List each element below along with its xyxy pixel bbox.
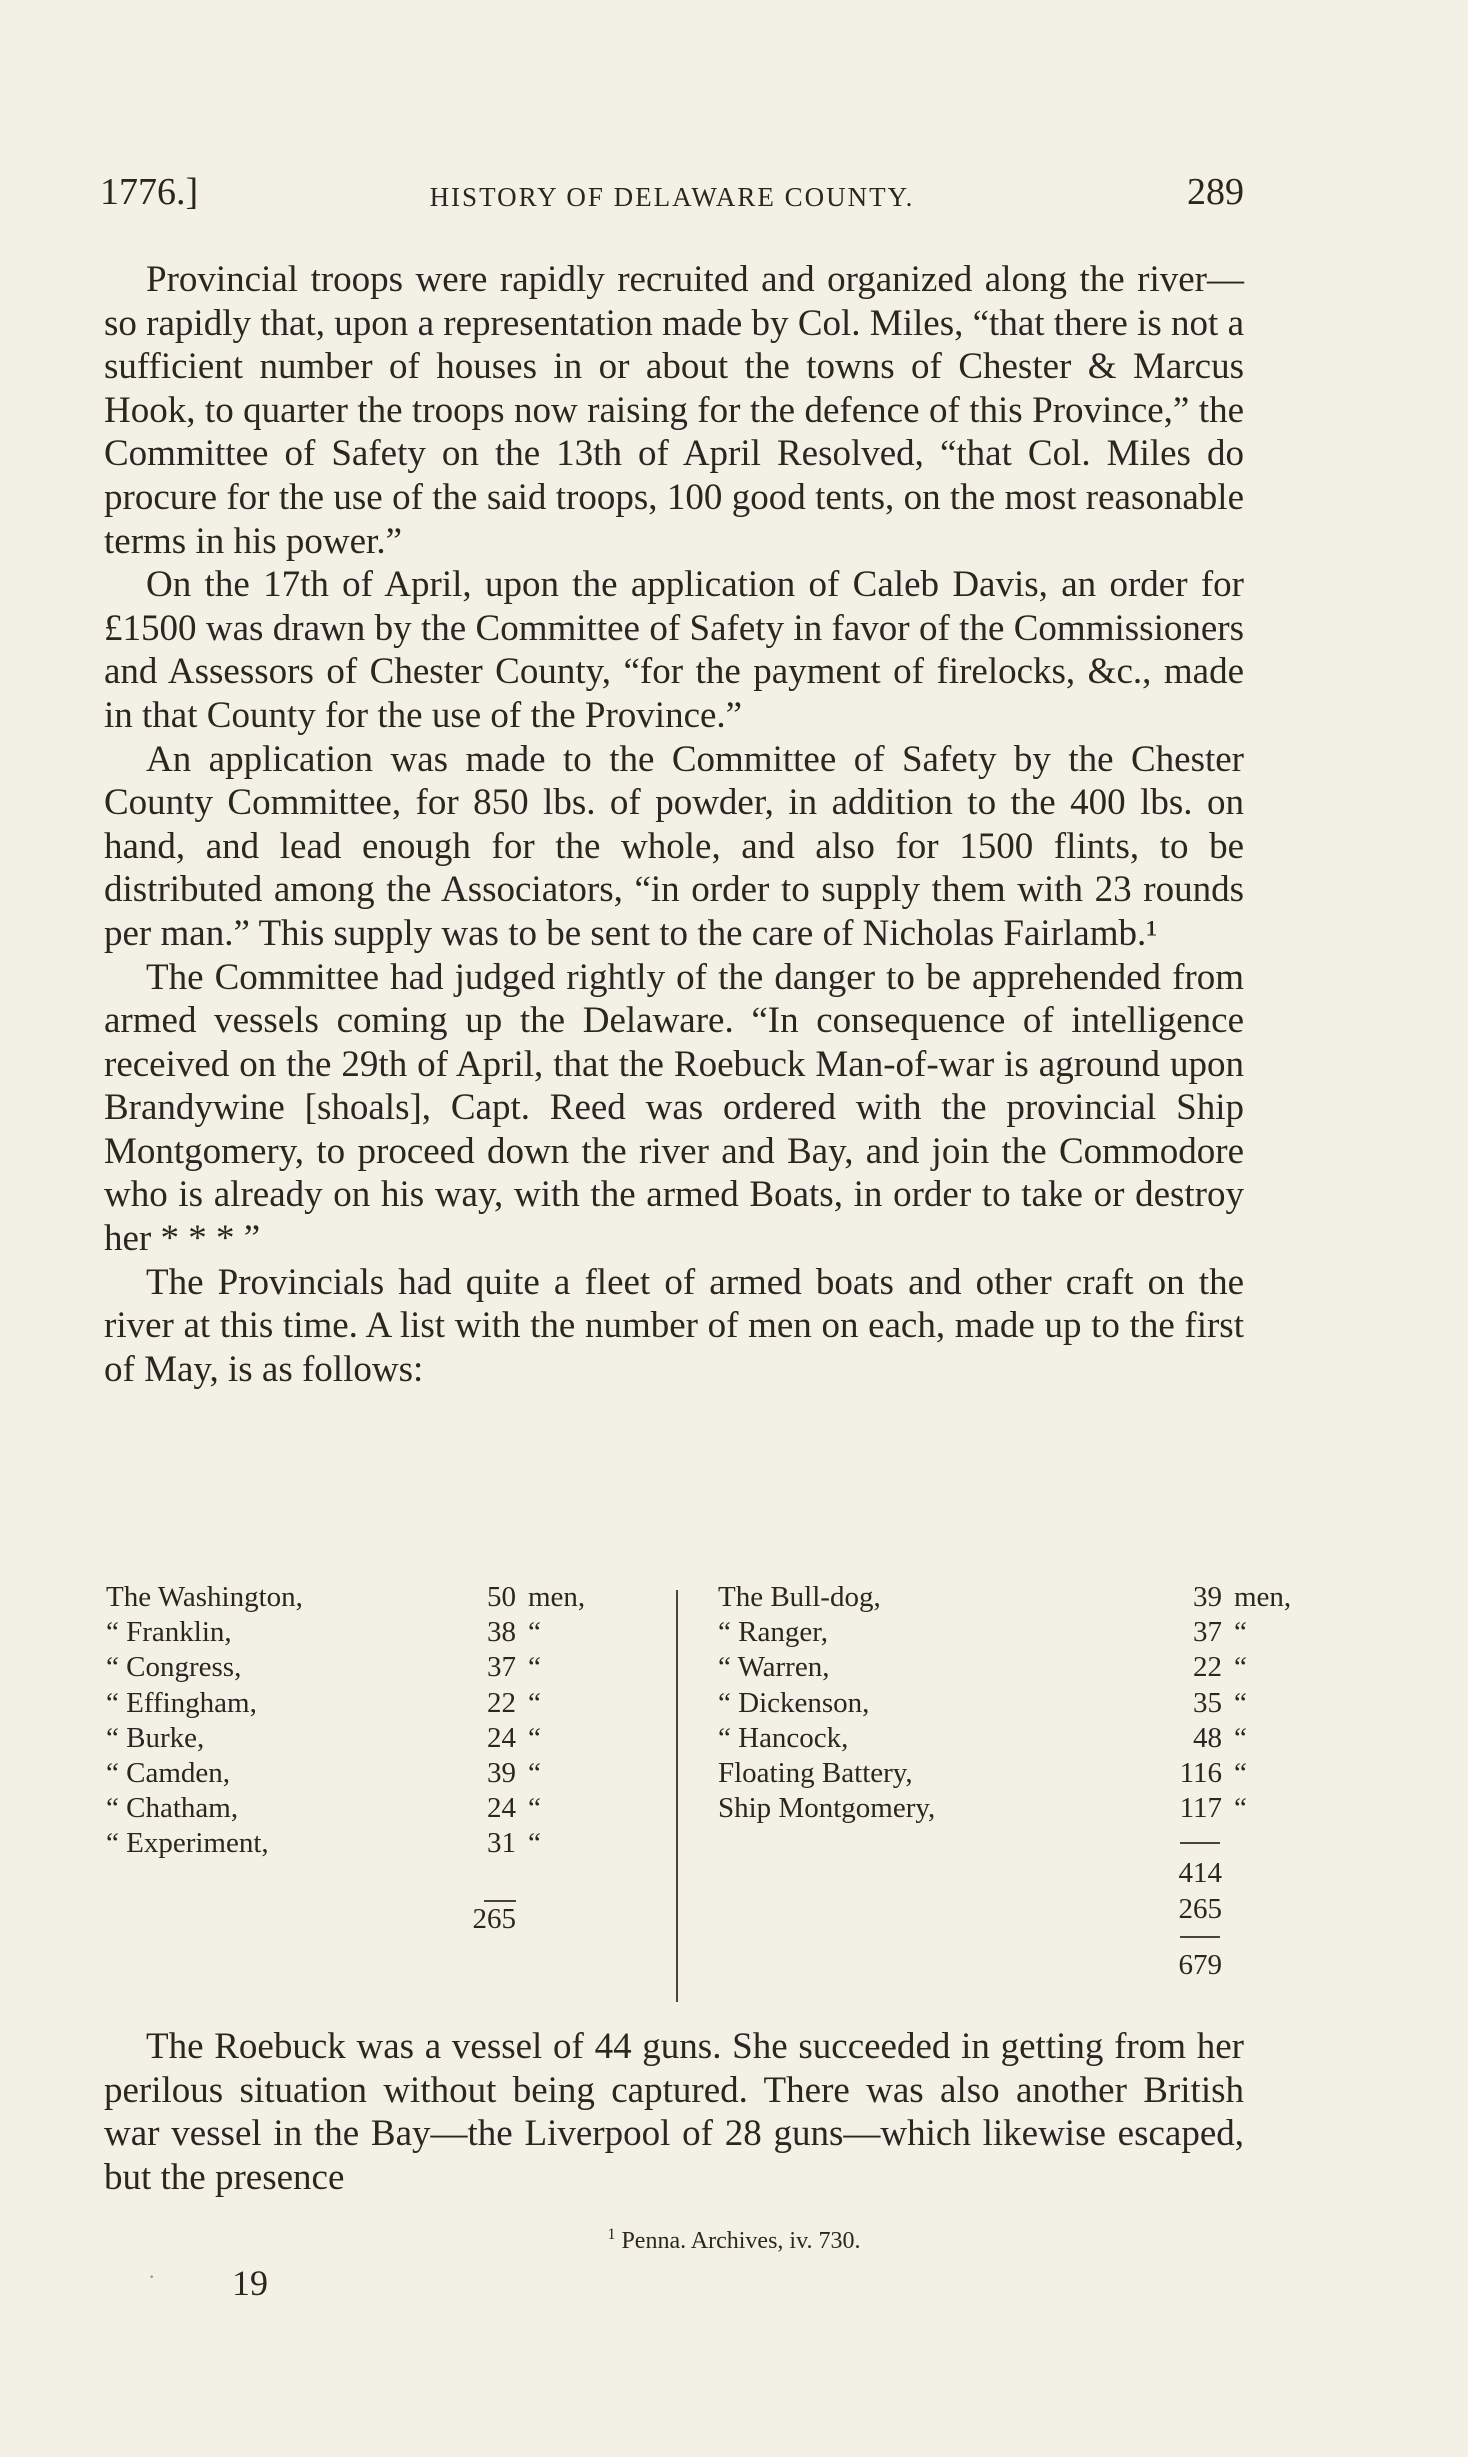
vessel-men: 39 xyxy=(487,1756,516,1789)
vessel-unit: “ xyxy=(528,1827,541,1860)
vessel-men: 22 xyxy=(1193,1651,1222,1684)
vessel-unit: “ xyxy=(1234,1792,1247,1825)
vessel-row xyxy=(718,1721,1318,1756)
footnote-marker: 1 xyxy=(607,2226,616,2243)
footnote-text: Penna. Archives, iv. 730. xyxy=(621,2228,861,2254)
vessel-row xyxy=(106,1686,654,1721)
signature-mark: 19 xyxy=(232,2263,268,2303)
vessel-name: “ Ranger, xyxy=(718,1616,828,1649)
vessel-name: “ Burke, xyxy=(106,1721,205,1754)
vessel-row xyxy=(106,1756,654,1791)
vessel-row xyxy=(106,1826,654,1861)
vessel-men: 37 xyxy=(1193,1616,1222,1649)
vessel-row xyxy=(718,1791,1318,1826)
vessel-name: The Bull-dog, xyxy=(718,1581,881,1613)
vessel-unit: “ xyxy=(1234,1651,1247,1684)
vessel-row xyxy=(718,1650,1318,1685)
footnote xyxy=(0,2226,1468,2255)
vessel-men: 22 xyxy=(487,1686,516,1719)
vessel-men: 24 xyxy=(487,1721,516,1754)
paragraph: The Provincials had quite a fleet of armed boats and other craft on the river at this time. A list with the number of men on each, made up to the first of May, is as follows: xyxy=(104,1261,1244,1390)
paragraph: Provincial troops were rapidly recruited and organized along the river—so rapidly that, upon a representation made by Col. Miles, “that there is not a sufficient number of houses in or about the towns of Chester & Marcus Hook, to quarter the troops now raising for the defence of this Province,” the Committee of Safety on the 13th of April Resolved, “that Col. Miles do procure for the use of the said troops, 100 good tents, on the most reasonable terms in his power.” xyxy=(104,259,1244,562)
printer-dot: · xyxy=(148,2264,156,2289)
vessel-name: “ Hancock, xyxy=(718,1721,849,1754)
vessel-name: Ship Montgomery, xyxy=(718,1792,936,1825)
vessel-row xyxy=(106,1580,654,1615)
vessel-unit: “ xyxy=(528,1721,541,1754)
vessel-column-right xyxy=(718,1580,1318,1981)
body-text xyxy=(104,258,1244,1391)
right-subtotal: 414 xyxy=(1178,1857,1222,1889)
vessel-row xyxy=(106,1650,654,1685)
vessel-unit: “ xyxy=(1234,1721,1247,1754)
carried-total: 265 xyxy=(1178,1893,1222,1925)
grand-total: 679 xyxy=(1178,1949,1222,1981)
vessel-unit: men, xyxy=(1234,1581,1292,1613)
vessel-name: “ Dickenson, xyxy=(718,1686,870,1719)
running-head-title: HISTORY OF DELAWARE COUNTY. xyxy=(429,182,915,212)
vessel-row xyxy=(718,1615,1318,1650)
vessel-name: “ Experiment, xyxy=(106,1827,269,1860)
vessel-men: 24 xyxy=(487,1792,516,1825)
vessel-row xyxy=(106,1615,654,1650)
column-divider xyxy=(676,1590,678,2002)
vessel-row xyxy=(106,1721,654,1756)
vessel-men: 35 xyxy=(1193,1686,1222,1719)
sum-rule xyxy=(1180,1936,1220,1938)
vessel-name: “ Franklin, xyxy=(106,1616,232,1649)
vessel-table xyxy=(106,1580,1292,2010)
vessel-row xyxy=(718,1686,1318,1721)
vessel-column-left xyxy=(106,1580,654,1935)
vessel-row xyxy=(718,1580,1318,1615)
vessel-unit: “ xyxy=(1234,1756,1247,1789)
vessel-name: “ Effingham, xyxy=(106,1686,257,1719)
vessel-men: 117 xyxy=(1179,1792,1222,1825)
vessel-unit: “ xyxy=(528,1792,541,1825)
left-total: 265 xyxy=(472,1903,516,1935)
vessel-row xyxy=(106,1791,654,1826)
vessel-men: 39 xyxy=(1193,1581,1222,1613)
running-head xyxy=(100,170,1244,220)
sum-rule xyxy=(1180,1842,1220,1844)
vessel-name: “ Warren, xyxy=(718,1651,830,1684)
vessel-men: 31 xyxy=(487,1827,516,1860)
vessel-unit: “ xyxy=(1234,1616,1247,1649)
paragraph: On the 17th of April, upon the application of Caleb Davis, an order for £1500 was drawn by the Committee of Safety in favor of the Commissioners and Assessors of Chester County, “for the payment of firelocks, &c., made in that County for the use of the Province.” xyxy=(104,564,1244,736)
vessel-unit: “ xyxy=(1234,1686,1247,1719)
vessel-name: “ Congress, xyxy=(106,1651,242,1684)
vessel-name: “ Chatham, xyxy=(106,1792,239,1825)
vessel-men: 50 xyxy=(487,1581,516,1613)
vessel-unit: “ xyxy=(528,1616,541,1649)
vessel-men: 48 xyxy=(1193,1721,1222,1754)
paragraph: An application was made to the Committee of Safety by the Chester County Committee, for 850 lbs. of powder, in addition to the 400 lbs. on hand, and lead enough for the whole, and also for 1500 flints, to be distributed among the Associators, “in order to supply them with 23 rounds per man.” This supply was to be sent to the care of Nicholas Fairlamb.¹ xyxy=(104,738,1244,954)
vessel-name: Floating Battery, xyxy=(718,1756,913,1789)
page-number: 289 xyxy=(1187,171,1244,213)
vessel-unit: “ xyxy=(528,1686,541,1719)
vessel-row xyxy=(718,1756,1318,1791)
vessel-name: The Washington, xyxy=(106,1581,303,1613)
vessel-unit: men, xyxy=(528,1581,586,1613)
vessel-men: 38 xyxy=(487,1616,516,1649)
vessel-unit: “ xyxy=(528,1651,541,1684)
vessel-men: 116 xyxy=(1179,1756,1222,1789)
vessel-unit: “ xyxy=(528,1756,541,1789)
paragraph: The Committee had judged rightly of the danger to be apprehended from armed vessels coming up the Delaware. “In consequence of intelligence received on the 29th of April, that the Roebuck Man-of-war is aground upon Brandywine [shoals], Capt. Reed was ordered with the provincial Ship Montgomery, to proceed down the river and Bay, and join the Commodore who is already on his way, with the armed Boats, in order to take or destroy her * * * ” xyxy=(104,956,1244,1260)
paragraph: The Roebuck was a vessel of 44 guns. She succeeded in getting from her perilous situation without being captured. There was also another British war vessel in the Bay—the Liverpool of 28 guns—which likewise escaped, but the presence xyxy=(104,2026,1244,2198)
body-text-continued xyxy=(104,2025,1244,2199)
vessel-men: 37 xyxy=(487,1651,516,1684)
running-head-year: 1776.] xyxy=(100,171,199,213)
vessel-name: “ Camden, xyxy=(106,1756,231,1789)
